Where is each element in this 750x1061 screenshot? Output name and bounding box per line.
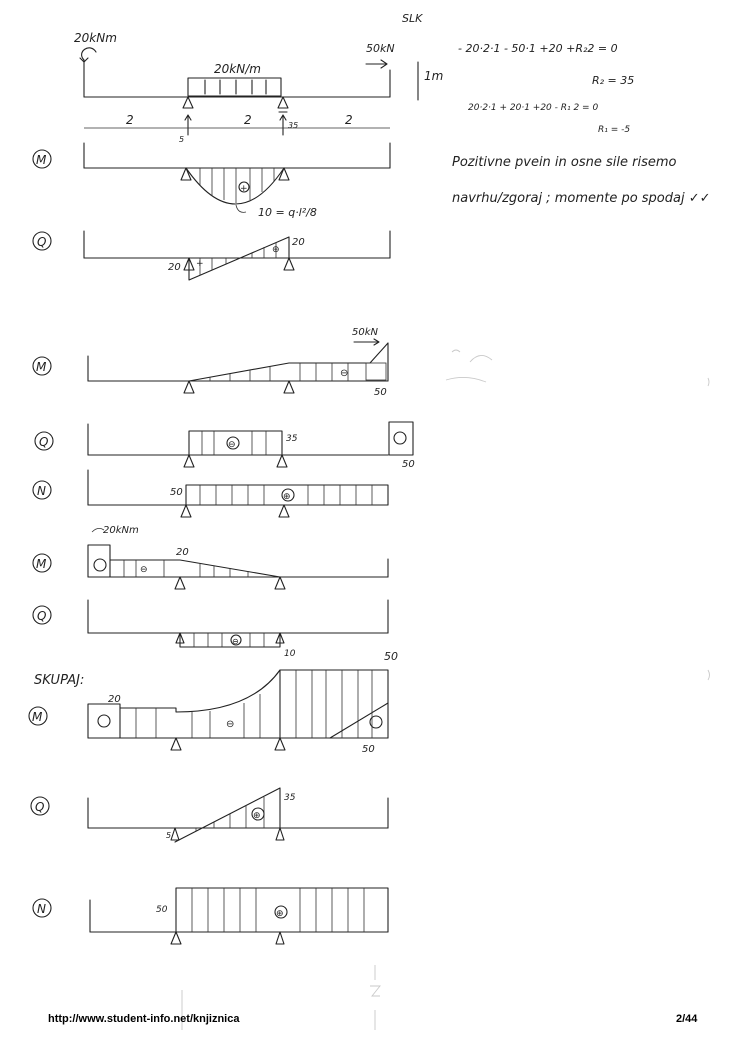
point-load-label: 50kN — [366, 42, 395, 55]
diagram-q3 — [33, 600, 388, 659]
moment-load-label: 20kNm — [74, 31, 117, 45]
diagram-n-total — [33, 888, 388, 944]
diagram-q-total — [31, 788, 388, 842]
span-label-1: 2 — [126, 113, 134, 127]
diagram-m1-label: M — [36, 153, 47, 167]
diagram-n2-sign: ⊕ — [283, 492, 291, 502]
diagram-q2-sign: ⊖ — [228, 440, 236, 450]
diagram-q2 — [35, 422, 415, 470]
diagram-q1 — [33, 231, 390, 280]
diagram-m2 — [33, 327, 492, 398]
equation-line-4: R₁ = -5 — [598, 125, 631, 135]
sign-convention-note-2: navrhu/zgoraj ; momente po spodaj ✓✓ — [452, 191, 711, 206]
diagram-q1-right: 20 — [292, 237, 305, 248]
diagram-q3-label: Q — [37, 609, 47, 623]
diagram-m-total-left: 20 — [108, 694, 121, 705]
diagram-m3-label: M — [36, 557, 47, 571]
diagram-q2-end: 50 — [402, 459, 415, 470]
page-number: 2/44 — [676, 1013, 698, 1025]
diagram-m3 — [33, 525, 388, 589]
diagram-m-total-end: 50 — [362, 744, 375, 755]
diagram-q1-sign-left: + — [196, 259, 204, 269]
summary-title: SKUPAJ: — [34, 673, 85, 688]
equation-line-3: 20·2·1 + 20·1 +20 - R₁ 2 = 0 — [468, 103, 599, 113]
diagram-n-total-value: 50 — [156, 905, 168, 915]
diagram-q-total-label: Q — [35, 800, 45, 814]
diagram-m3-value: 20 — [176, 547, 189, 558]
diagram-q-total-left: 5 — [166, 831, 172, 840]
diagram-m2-sign: ⊖ — [340, 368, 349, 379]
diagram-m1 — [33, 143, 390, 219]
footer-url[interactable]: http://www.student-info.net/knjiznica — [48, 1013, 240, 1025]
top-beam-diagram — [74, 31, 443, 144]
diagram-m-total-label: M — [32, 710, 43, 724]
diagram-q1-sign-right: ⊕ — [272, 245, 280, 255]
diagram-q1-left: 20 — [168, 262, 181, 273]
diagram-q1-label: Q — [37, 235, 47, 249]
diagram-n2-value: 50 — [170, 487, 183, 498]
diagram-m2-label: M — [36, 360, 47, 374]
sign-convention-note-1: Pozitivne pvein in osne sile risemo — [452, 155, 677, 170]
diagram-m3-load: 20kNm — [103, 525, 139, 536]
diagram-n-total-label: N — [37, 902, 46, 916]
diagram-q2-right: 35 — [286, 434, 298, 444]
diagram-m-total-sign: ⊖ — [226, 719, 235, 730]
diagram-n2 — [33, 470, 388, 517]
diagram-m2-load: 50kN — [352, 327, 378, 338]
diagram-m2-end: 50 — [374, 387, 387, 398]
equations-block — [452, 42, 711, 206]
diagram-n2-label: N — [37, 484, 46, 498]
diagram-q3-value: 10 — [284, 649, 296, 659]
diagram-m3-sign: ⊖ — [140, 565, 148, 575]
reaction-left-label: 5 — [179, 135, 185, 144]
page-header: SLK — [402, 12, 423, 25]
span-label-2: 2 — [244, 113, 252, 127]
diagram-q2-label: Q — [39, 435, 49, 449]
span-label-3: 2 — [345, 113, 353, 127]
diagram-m1-sign: + — [240, 184, 248, 194]
diagram-n-total-sign: ⊕ — [276, 909, 284, 919]
reaction-right-label: 35 — [288, 121, 299, 130]
height-label: 1m — [424, 69, 444, 83]
equation-line-1: - 20·2·1 - 50·1 +20 +R₂2 = 0 — [458, 42, 618, 55]
diagram-m-total-peak-top: 50 — [384, 650, 398, 663]
diagram-q-total-right: 35 — [284, 793, 296, 803]
diagram-m1-value: 10 = q·l²/8 — [258, 206, 317, 219]
diagram-q3-sign: ⊖ — [232, 637, 239, 646]
equation-line-2: R₂ = 35 — [592, 74, 635, 87]
distributed-load-label: 20kN/m — [214, 62, 261, 76]
diagram-q-total-sign: ⊕ — [253, 811, 261, 821]
